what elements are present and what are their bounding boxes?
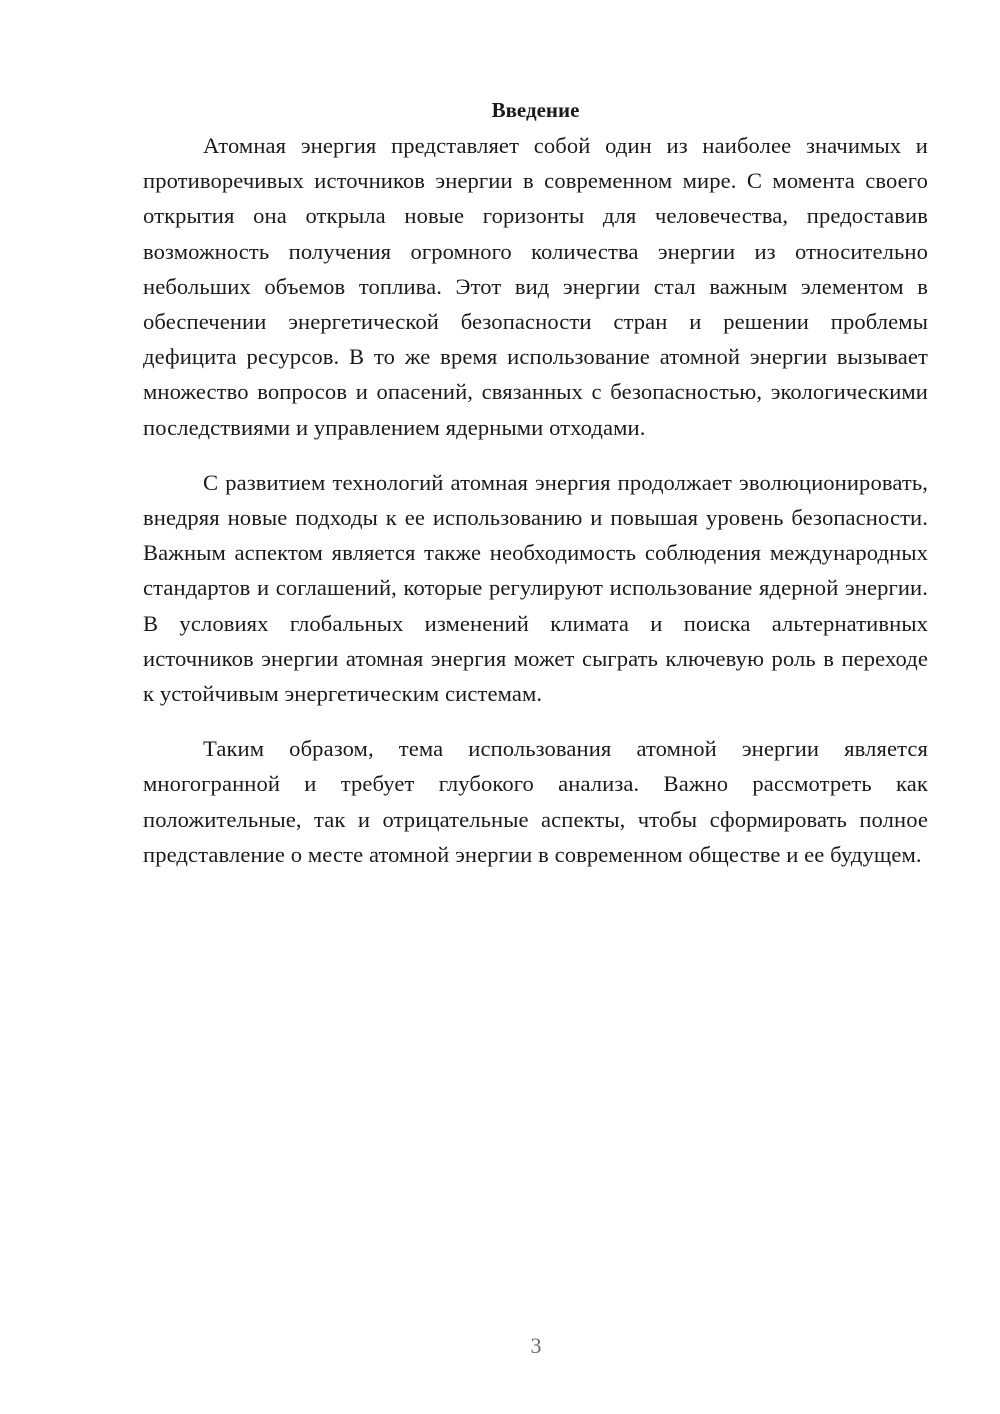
section-title: Введение [491, 98, 580, 122]
paragraph-3: Таким образом, тема использования атомной энергии является многогранной и требует глубокого анализа. Важно рассмотреть как положительные, так и отрицательные аспекты, чтобы сформировать полное представление о месте атомной энергии в современном обществе и ее будущем. [143, 736, 928, 867]
paragraph-2: С развитием технологий атомная энергия продолжает эволюционировать, внедряя новые подходы к ее использованию и повышая уровень безопасности. Важным аспектом является также необходимость соблюдения международных стандартов и соглашений, которые регулируют использование ядерной энергии. В условиях глобальных изменений климата и поиска альтернативных источников энергии атомная энергия может сыграть ключевую роль в переходе к устойчивым энергетическим системам. [143, 469, 928, 707]
page-number: 3 [530, 1333, 542, 1358]
paragraph-1: Атомная энергия представляет собой один из наиболее значимых и противоречивых источников энергии в современном мире. С момента своего открытия она открыла новые горизонты для человечества, предоставив возможность получения огромного количества энергии из относительно небольших объемов топлива. Этот вид энергии стал важным элементом в обеспечении энергетической безопасности стран и решении проблемы дефицита ресурсов. В то же время использование атомной энергии вызывает множество вопросов и опасений, связанных с безопасностью, экологическими последствиями и управлением ядерными отходами. [143, 133, 928, 440]
document-body [143, 93, 928, 892]
